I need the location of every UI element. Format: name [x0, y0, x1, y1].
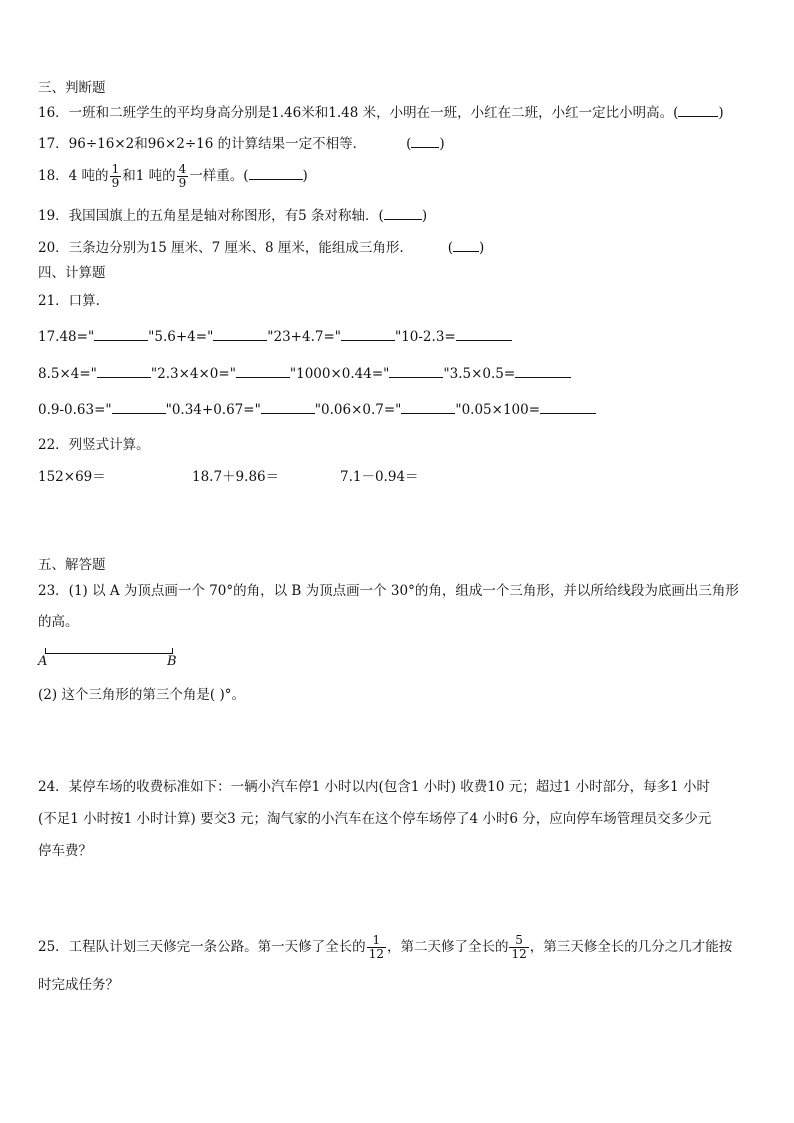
- answer-blank[interactable]: [112, 401, 166, 414]
- fraction-one-ninth: $\frac{1}{9}$: [111, 162, 120, 190]
- segment-ab: [45, 648, 173, 654]
- point-a-label: A: [38, 654, 48, 669]
- answer-blank[interactable]: [384, 207, 422, 220]
- section-heading-solve: 五、解答题: [38, 557, 106, 573]
- answer-blank[interactable]: [453, 239, 479, 252]
- fraction-four-ninths: $\frac{4}{9}$: [178, 162, 187, 190]
- question-25-line-1: 25．工程队计划三天修完一条公路。第一天修了全长的 $\frac{1}{12}$ ，第二天修了全长的 $\frac{5}{12}$ ，第三天修全长的几分之几才能按: [38, 933, 733, 961]
- question-21-row-2: 8.5×4=" "2.3×4×0=" "1000×0.44=" "3.5×0.5=: [38, 364, 571, 384]
- answer-blank[interactable]: [249, 167, 303, 180]
- answer-blank[interactable]: [94, 328, 148, 341]
- question-21-row-1: 17.48=" "5.6+4=" "23+4.7=" "10-2.3=: [38, 327, 512, 347]
- section-heading-calc: 四、计算题: [38, 265, 106, 281]
- question-22-item-2: 18.7＋9.86＝: [192, 469, 280, 485]
- question-24-line-2: (不足1 小时按1 小时计算) 要交3 元；淘气家的小汽车在这个停车场停了4 小时6 分，应向停车场管理员交多少元: [38, 811, 712, 827]
- answer-blank[interactable]: [678, 104, 718, 117]
- answer-blank[interactable]: [236, 365, 290, 378]
- question-24-line-1: 24．某停车场的收费标准如下：一辆小汽车停1 小时以内(包含1 小时) 收费10 元；超过1 小时部分，每多1 小时: [38, 779, 710, 795]
- answer-blank[interactable]: [540, 401, 596, 414]
- question-22-item-3: 7.1－0.94＝: [340, 469, 419, 485]
- answer-blank[interactable]: [261, 401, 315, 414]
- answer-blank[interactable]: [341, 328, 395, 341]
- question-22-title: 22．列竖式计算。: [38, 437, 150, 453]
- answer-blank[interactable]: [97, 365, 151, 378]
- fraction-five-twelfths: $\frac{5}{12}$: [511, 933, 527, 961]
- question-23-line-2: 的高。: [38, 614, 79, 630]
- question-16: 16．一班和二班学生的平均身高分别是1.46米和1.48 米，小明在一班，小红在二班，小红一定比小明高。( ): [38, 105, 724, 121]
- question-21-title: 21．口算.: [38, 293, 100, 309]
- answer-blank[interactable]: [456, 328, 512, 341]
- question-24-line-3: 停车费？: [38, 843, 92, 859]
- answer-blank[interactable]: [411, 135, 439, 148]
- question-25-line-2: 时完成任务？: [38, 977, 119, 993]
- point-b-label: B: [167, 654, 177, 669]
- question-18: 18．4 吨的 $\frac{1}{9}$ 和1 吨的 $\frac{4}{9}$ 一样重。( ): [38, 162, 308, 190]
- question-22-item-1: 152×69＝: [38, 469, 106, 485]
- answer-blank[interactable]: [389, 365, 443, 378]
- question-21-row-3: 0.9-0.63=" "0.34+0.67=" "0.06×0.7=" "0.05×100=: [38, 400, 596, 420]
- question-23-part-2: (2) 这个三角形的第三个角是( )°。: [38, 687, 245, 703]
- section-heading-judge: 三、判断题: [38, 80, 106, 96]
- answer-blank[interactable]: [401, 401, 455, 414]
- question-23-line-1: 23．(1) 以 A 为顶点画一个 70°的角，以 B 为顶点画一个 30°的角，组成一个三角形，并以所给线段为底画出三角形: [38, 583, 739, 599]
- question-20: 20．三条边分别为15 厘米、7 厘米、8 厘米，能组成三角形. ( ): [38, 240, 485, 256]
- question-17: 17．96÷16×2和96×2÷16 的计算结果一定不相等． ( ): [38, 136, 445, 152]
- question-19: 19．我国国旗上的五角星是轴对称图形，有5 条对称轴．( ): [38, 208, 428, 224]
- answer-blank[interactable]: [515, 365, 571, 378]
- fraction-one-twelfth: $\frac{1}{12}$: [368, 933, 384, 961]
- answer-blank[interactable]: [213, 328, 267, 341]
